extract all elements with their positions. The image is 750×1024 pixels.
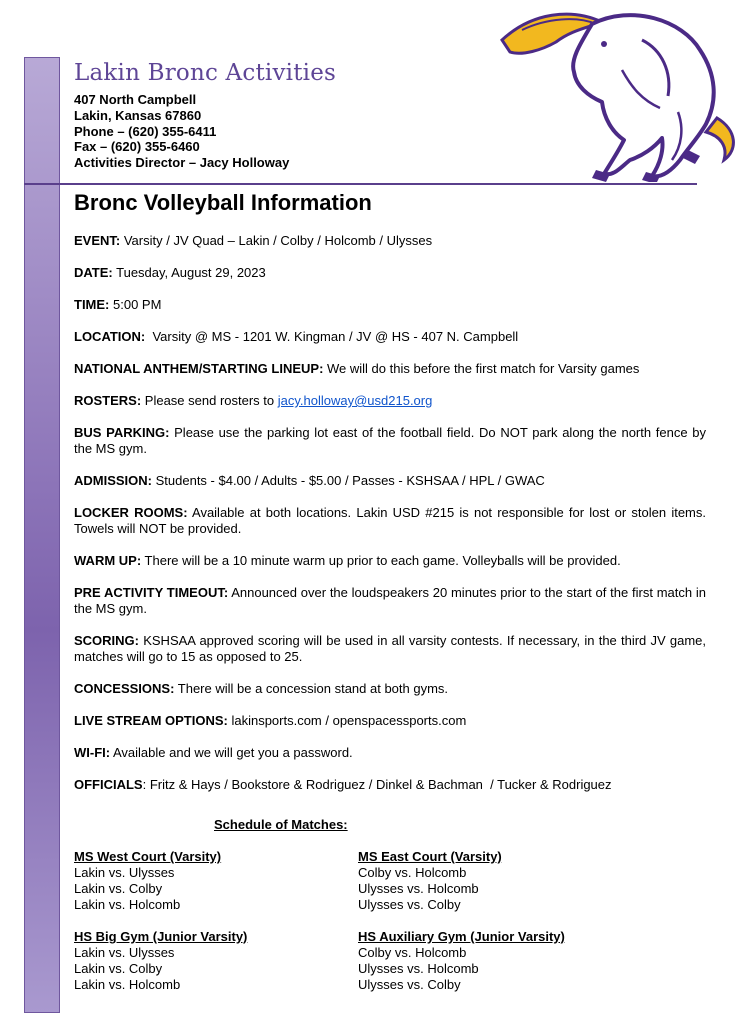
info-body [74,233,706,809]
field-value: Tuesday, August 29, 2023 [112,265,266,280]
field-label: WARM UP: [74,553,142,568]
bronco-horse-icon [492,0,742,182]
court-name: MS East Court (Varsity) [358,849,502,864]
match-item: Lakin vs. Colby [74,881,163,896]
field-label: WI-FI: [74,745,111,760]
address-street: 407 North Campbell [74,92,197,107]
field-label: DATE: [74,265,113,280]
org-title: Lakin Bronc Activities [74,60,337,86]
field-concessions [74,681,706,697]
court-name: HS Auxiliary Gym (Junior Varsity) [358,929,565,944]
field-warm-up [74,553,706,569]
match-item: Lakin vs. Ulysses [74,945,175,960]
page-title: Bronc Volleyball Information [74,190,372,215]
match-item: Colby vs. Holcomb [358,865,467,880]
address-director: Activities Director – Jacy Holloway [74,155,290,171]
field-officials [74,777,706,793]
match-item: Lakin vs. Colby [74,961,163,976]
schedule-court [74,849,221,913]
field-location [74,329,706,345]
field-label: CONCESSIONS: [74,681,175,696]
field-time [74,297,706,313]
side-accent-bar [24,57,60,1013]
field-label: ROSTERS: [74,393,142,408]
field-locker-rooms [74,505,706,537]
match-item: Ulysses vs. Holcomb [358,881,479,896]
match-item: Colby vs. Holcomb [358,945,467,960]
address-block [74,92,289,171]
field-wifi [74,745,706,761]
schedule-court [358,849,502,913]
field-admission [74,473,706,489]
schedule-court [74,929,247,993]
match-item: Lakin vs. Holcomb [74,897,181,912]
address-phone: Phone – (620) 355-6411 [74,123,217,139]
field-label: SCORING: [74,633,139,648]
match-item: Ulysses vs. Colby [358,977,461,992]
field-label: LOCATION: [74,329,146,344]
field-value: Varsity / JV Quad – Lakin / Colby / Holcomb / Ulysses [120,233,433,248]
field-value: There will be a 10 minute warm up prior to each game. Volleyballs will be provided. [141,553,621,568]
address-city: Lakin, Kansas 67860 [74,107,202,123]
roster-email-link[interactable]: jacy.holloway@usd215.org [277,393,433,408]
field-label: TIME: [74,297,110,312]
schedule-court [358,929,565,993]
match-item: Ulysses vs. Holcomb [358,961,479,976]
field-value: 5:00 PM [109,297,162,312]
field-label: NATIONAL ANTHEM/STARTING LINEUP: [74,361,324,376]
field-label: ADMISSION: [74,473,152,488]
field-live-stream [74,713,706,729]
field-value: Please use the parking lot east of the football field. Do NOT park along the north fence by the MS gym. [74,425,706,456]
field-rosters [74,393,706,409]
address-fax: Fax – (620) 355-6460 [74,139,200,155]
field-value: Varsity @ MS - 1201 W. Kingman / JV @ HS - 407 N. Campbell [145,329,519,344]
field-value: Available and we will get you a password. [110,745,353,760]
field-value: Announced over the loudspeakers 20 minutes prior to the start of the first match in the MS gym. [74,585,706,616]
field-value: Available at both locations. Lakin USD #215 is not responsible for lost or stolen items. Towels will NOT be provided. [74,505,706,536]
match-item: Lakin vs. Holcomb [74,977,181,992]
field-value: There will be a concession stand at both gyms. [174,681,449,696]
match-item: Lakin vs. Ulysses [74,865,175,880]
field-bus-parking [74,425,706,457]
field-pre-activity-timeout [74,585,706,617]
field-scoring [74,633,706,665]
field-value: lakinsports.com / openspacessports.com [227,713,467,728]
court-name: MS West Court (Varsity) [74,849,222,864]
field-label: LIVE STREAM OPTIONS: [74,713,228,728]
field-value: : Fritz & Hays / Bookstore & Rodriguez / Dinkel & Bachman / Tucker & Rodriguez [142,777,612,792]
field-value: KSHSAA approved scoring will be used in all varsity contests. If necessary, in the third JV game, matches will go to 15 as opposed to 25. [74,633,706,664]
schedule-title: Schedule of Matches: [214,817,348,832]
field-date [74,265,706,281]
field-label: EVENT: [74,233,121,248]
match-item: Ulysses vs. Colby [358,897,461,912]
field-anthem [74,361,706,377]
field-value: Students - $4.00 / Adults - $5.00 / Passes - KSHSAA / HPL / GWAC [152,473,545,488]
field-value: We will do this before the first match for Varsity games [323,361,640,376]
field-label: PRE ACTIVITY TIMEOUT: [74,585,229,600]
field-label: OFFICIALS [74,777,143,792]
header-divider [24,183,697,185]
field-label: BUS PARKING: [74,425,170,440]
field-label: LOCKER ROOMS: [74,505,188,520]
field-event [74,233,706,249]
field-value: Please send rosters to [141,393,278,408]
court-name: HS Big Gym (Junior Varsity) [74,929,248,944]
